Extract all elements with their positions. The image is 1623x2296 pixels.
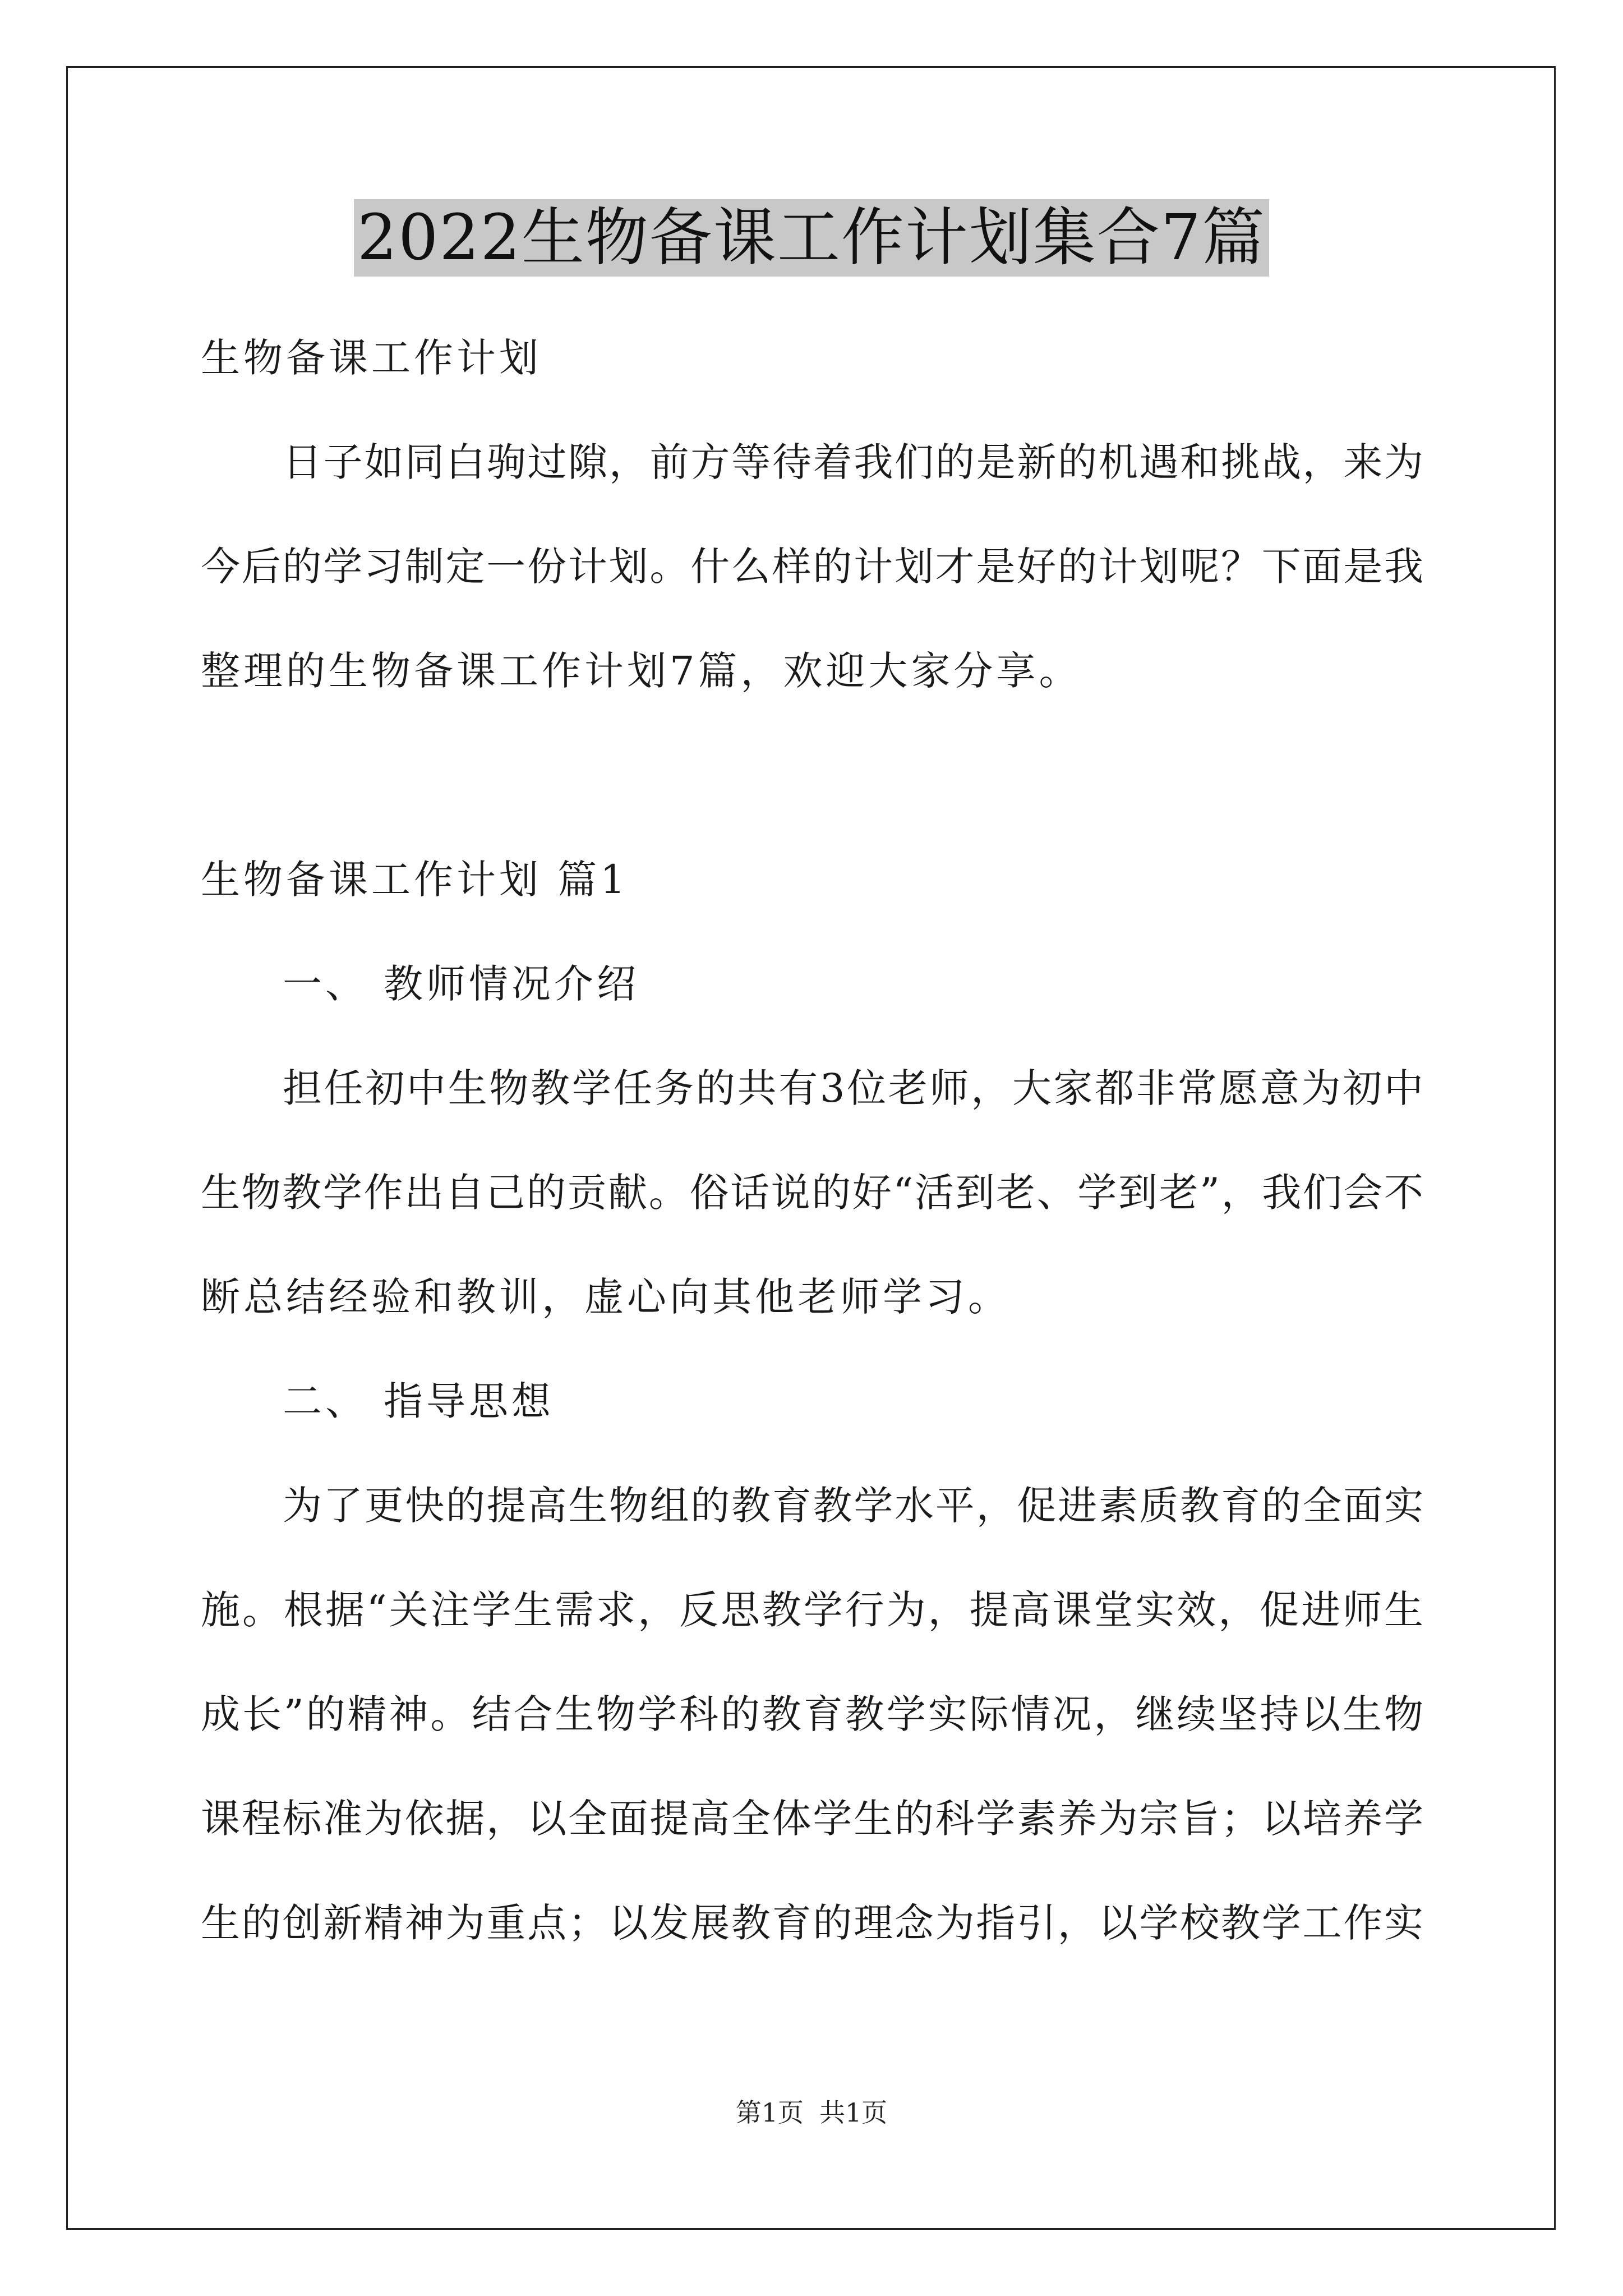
subheading-number: 一、 [283, 961, 368, 1007]
intro-line: 日子如同白驹过隙，前方等待着我们的是新的机遇和挑战，来为 [283, 439, 1423, 485]
page-number: 第1页 [735, 2097, 804, 2128]
body-line: 课程标准为依据，以全面提高全体学生的科学素养为宗旨；以培养学 [201, 1796, 1423, 1842]
page-footer [0, 2092, 1623, 2129]
body-line: 断总结经验和教训，虚心向其他老师学习。 [201, 1274, 1011, 1320]
subheading-label: 教师情况介绍 [384, 961, 639, 1007]
title-container [0, 199, 1623, 277]
subheading-number: 二、 [283, 1378, 368, 1424]
subheading-label: 指导思想 [384, 1378, 554, 1424]
body-line: 为了更快的提高生物组的教育教学水平，促进素质教育的全面实 [283, 1483, 1423, 1529]
intro-heading: 生物备课工作计划 [201, 335, 542, 381]
document-body [201, 306, 1423, 1975]
intro-line: 整理的生物备课工作计划7篇，欢迎大家分享。 [201, 648, 1082, 694]
body-line: 生物教学作出自己的贡献。俗话说的好“活到老、学到老”，我们会不 [201, 1170, 1423, 1216]
body-line: 生的创新精神为重点；以发展教育的理念为指引，以学校教学工作实 [201, 1900, 1423, 1946]
subheading-teacher-info [201, 932, 1423, 1036]
section-heading: 生物备课工作计划 篇1 [201, 857, 629, 903]
paragraph-gap [201, 723, 1423, 827]
page-total: 共1页 [819, 2097, 888, 2128]
body-line: 担任初中生物教学任务的共有3位老师，大家都非常愿意为初中 [283, 1065, 1423, 1111]
subheading-guiding-ideas [201, 1349, 1423, 1453]
intro-line: 今后的学习制定一份计划。什么样的计划才是好的计划呢？下面是我 [201, 544, 1423, 590]
body-line: 成长”的精神。结合生物学科的教育教学实际情况，继续坚持以生物 [201, 1691, 1423, 1737]
body-line: 施。根据“关注学生需求，反思教学行为，提高课堂实效，促进师生 [201, 1587, 1423, 1633]
document-title: 2022生物备课工作计划集合7篇 [354, 199, 1269, 277]
